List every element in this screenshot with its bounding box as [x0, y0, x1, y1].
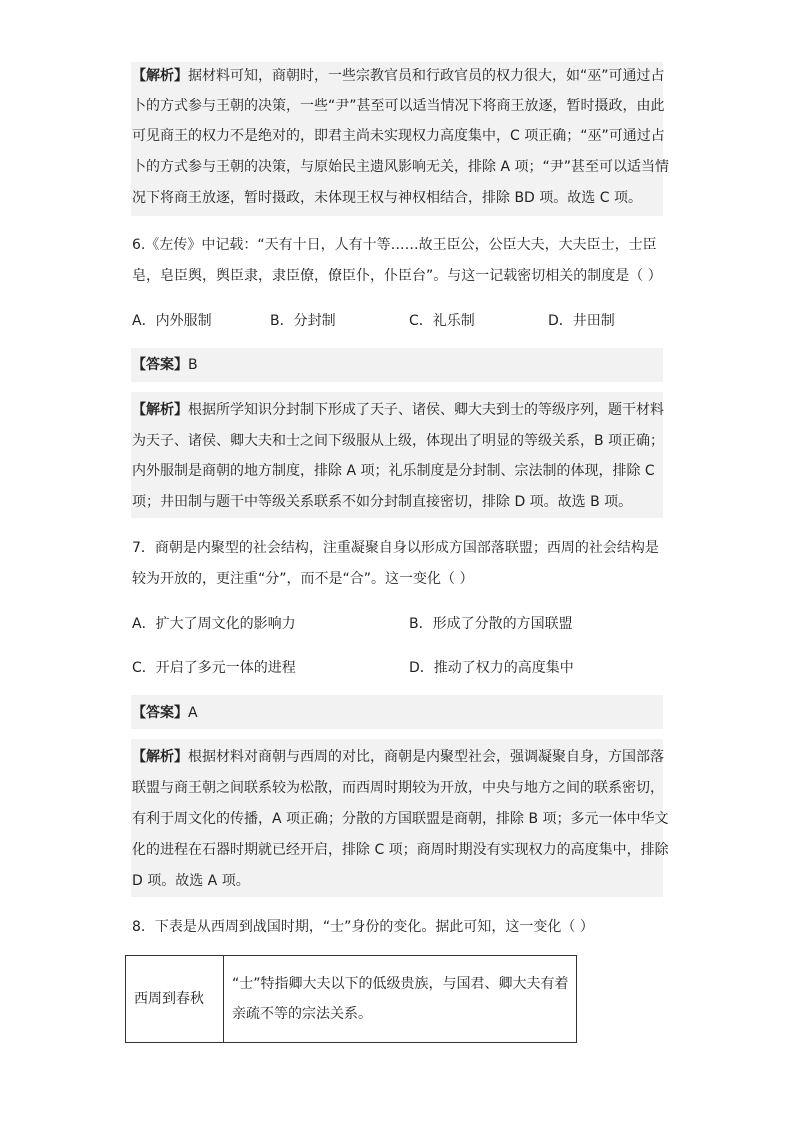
period-label: 西周到春秋	[134, 991, 204, 1007]
description-line: “士”特指卿大夫以下的低级贵族，与国君、卿大夫有着	[232, 976, 569, 992]
question-7-stem: 7．商朝是内聚型的社会结构，注重凝聚自身以形成方国部落联盟；西周的社会结构是	[132, 540, 659, 556]
analysis-line: 化的进程在石器时期就已经开启，排除 C 项；商周时期没有实现权力的高度集中，排除	[132, 842, 669, 858]
table-cell-description	[224, 956, 577, 1043]
analysis-line: 有利于周文化的传播，A 项正确；分散的方国联盟是商朝，排除 B 项；多元一体中华文	[132, 811, 669, 827]
question-6-stem: 6.《左传》中记载：“天有十日，人有十等……故王臣公，公臣大夫，大夫臣士，士臣	[132, 237, 657, 253]
analysis-line: 卜的方式参与王朝的决策，与原始民主遗风影响无关，排除 A 项；“尹”甚至可以适当情	[132, 159, 669, 175]
question-7-option-c: C．开启了多元一体的进程	[132, 660, 296, 676]
question-6-answer: 【答案】B	[132, 357, 198, 373]
analysis-line: 况下将商王放逐，暂时摄政，未体现王权与神权相结合，排除 BD 项。故选 C 项。	[132, 190, 642, 206]
question-7-option-b: B．形成了分散的方国联盟	[409, 616, 573, 632]
analysis-line: 项；井田制与题干中等级关系联系不如分封制直接密切，排除 D 项。故选 B 项。	[132, 494, 633, 510]
question-7-stem: 较为开放的，更注重“分”，而不是“合”。这一变化（ ）	[132, 571, 474, 587]
analysis-line: 内外服制是商朝的地方制度，排除 A 项；礼乐制度是分封制、宗法制的体现，排除 C	[132, 463, 655, 479]
table-row	[126, 956, 577, 1043]
question-6-option-c: C．礼乐制	[409, 313, 475, 329]
question-7-answer: 【答案】A	[132, 705, 198, 721]
question-6-option-a: A．内外服制	[132, 313, 212, 329]
analysis-line: 【解析】根据材料对商朝与西周的对比，商朝是内聚型社会，强调凝聚自身，方国部落	[132, 749, 664, 765]
table-cell-period	[126, 956, 224, 1043]
analysis-line: 可见商王的权力不是绝对的，即君主尚未实现权力高度集中，C 项正确；“巫”可通过占	[132, 128, 665, 144]
question-6-stem: 皂，皂臣舆，舆臣隶，隶臣僚，僚臣仆，仆臣台”。与这一记载密切相关的制度是（ ）	[132, 268, 662, 284]
analysis-line: D 项。故选 A 项。	[132, 873, 250, 889]
analysis-line: 卜的方式参与王朝的决策，一些“尹”甚至可以适当情况下将商王放逐，暂时摄政，由此	[132, 98, 665, 114]
analysis-line: 【解析】根据所学知识分封制下形成了天子、诸侯、卿大夫到士的等级序列，题干材料	[132, 402, 664, 418]
question-8-stem: 8．下表是从西周到战国时期，“士”身份的变化。据此可知，这一变化（ ）	[132, 919, 594, 935]
answer-shade-q6	[131, 348, 663, 382]
question-6-option-d: D．井田制	[548, 313, 615, 329]
question-7-option-a: A．扩大了周文化的影响力	[132, 616, 296, 632]
question-7-option-d: D．推动了权力的高度集中	[409, 660, 574, 676]
question-8-table	[125, 955, 577, 1043]
analysis-line: 联盟与商王朝之间联系较为松散，而西周时期较为开放，中央与地方之间的联系密切，	[132, 780, 664, 796]
analysis-line: 【解析】据材料可知，商朝时，一些宗教官员和行政官员的权力很大，如“巫”可通过占	[132, 68, 665, 84]
answer-shade-q7	[131, 695, 663, 729]
analysis-line: 为天子、诸侯、卿大夫和士之间下级服从上级，体现出了明显的等级关系，B 项正确；	[132, 433, 665, 449]
question-6-option-b: B．分封制	[270, 313, 336, 329]
description-line: 亲疏不等的宗法关系。	[232, 1006, 372, 1022]
